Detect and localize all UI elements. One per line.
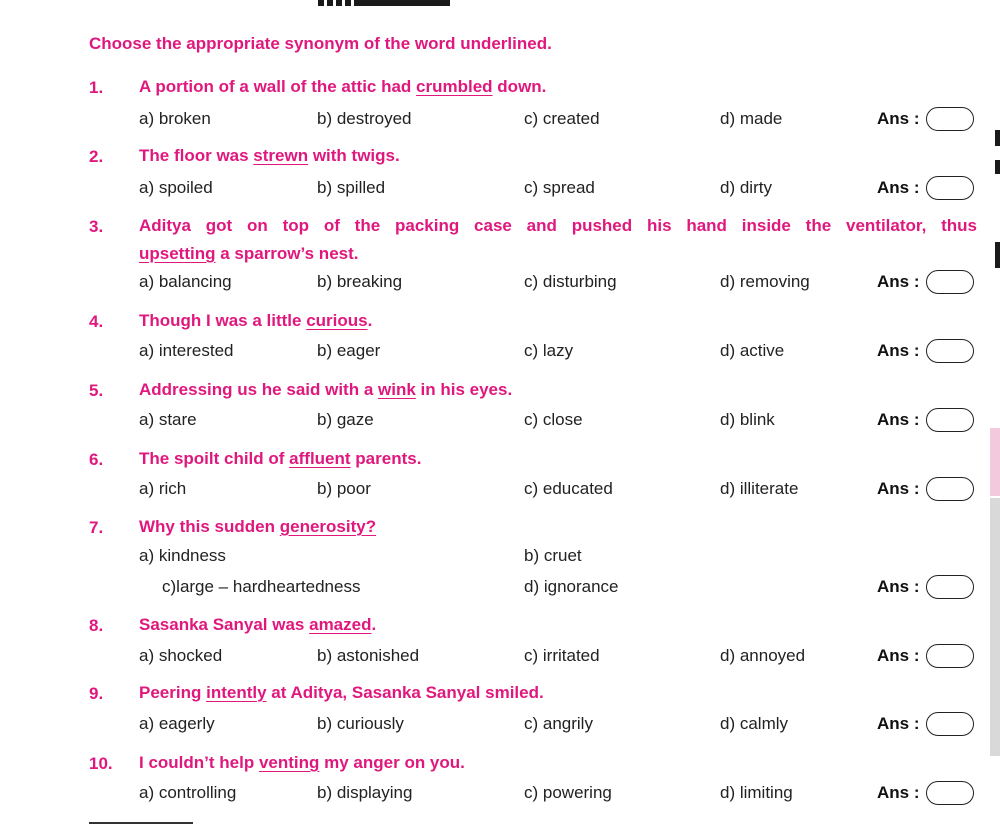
underlined-word: amazed [309, 615, 372, 634]
header-logo-fragment [318, 0, 450, 6]
option-d[interactable]: d) annoyed [720, 646, 806, 665]
option-c[interactable]: c) spread [524, 178, 595, 197]
answer-label: Ans : [877, 410, 920, 429]
option-d[interactable]: d) blink [720, 410, 775, 429]
question-number: 7. [89, 518, 104, 537]
answer-input[interactable] [926, 644, 974, 668]
underlined-word: curious [306, 311, 368, 330]
option-b[interactable]: b) spilled [317, 178, 386, 197]
answer-input[interactable] [926, 270, 974, 294]
question-text: A portion of a wall of the attic had crumbled down. [139, 77, 547, 96]
option-b[interactable]: b) astonished [317, 646, 420, 665]
option-b[interactable]: b) displaying [317, 783, 413, 802]
answer-input[interactable] [926, 781, 974, 805]
option-d[interactable]: d) calmly [720, 714, 789, 733]
option-b[interactable]: b) poor [317, 479, 371, 498]
underlined-word: intently [206, 683, 267, 702]
option-d[interactable]: d) removing [720, 272, 810, 291]
option-b[interactable]: b) destroyed [317, 109, 412, 128]
option-c[interactable]: c) lazy [524, 341, 574, 360]
option-d[interactable]: d) made [720, 109, 783, 128]
option-d[interactable]: d) limiting [720, 783, 793, 802]
option-a[interactable]: a) kindness [139, 546, 226, 565]
answer-input[interactable] [926, 107, 974, 131]
underlined-word: upsetting [139, 244, 216, 263]
option-b[interactable]: b) gaze [317, 410, 374, 429]
option-c[interactable]: c) irritated [524, 646, 600, 665]
answer-label: Ans : [877, 783, 920, 802]
question-number: 3. [89, 217, 104, 236]
option-a[interactable]: a) balancing [139, 272, 232, 291]
question-number: 9. [89, 684, 104, 703]
answer-label: Ans : [877, 272, 920, 291]
option-a[interactable]: a) controlling [139, 783, 237, 802]
question-number: 10. [89, 754, 113, 773]
answer-input[interactable] [926, 408, 974, 432]
option-b[interactable]: b) curiously [317, 714, 404, 733]
answer-input[interactable] [926, 339, 974, 363]
answer-label: Ans : [877, 479, 920, 498]
question-text: The floor was strewn with twigs. [139, 146, 400, 165]
question-text: I couldn’t help venting my anger on you. [139, 753, 465, 772]
question-number: 1. [89, 78, 104, 97]
question-number: 5. [89, 381, 104, 400]
answer-input[interactable] [926, 575, 974, 599]
underlined-word: generosity? [279, 517, 377, 536]
option-d[interactable]: d) dirty [720, 178, 772, 197]
answer-input[interactable] [926, 176, 974, 200]
page-edge-mark [995, 160, 1000, 174]
answer-label: Ans : [877, 341, 920, 360]
option-a[interactable]: a) stare [139, 410, 197, 429]
option-c[interactable]: c)large – hardheartedness [162, 577, 361, 596]
question-text-line-1: Aditya got on top of the packing case and pushed his hand inside the ventilator, thus [139, 216, 977, 235]
page-edge-shadow [990, 498, 1000, 756]
answer-input[interactable] [926, 477, 974, 501]
answer-label: Ans : [877, 714, 920, 733]
footer-divider [89, 822, 193, 824]
question-number: 4. [89, 312, 104, 331]
option-d[interactable]: d) illiterate [720, 479, 799, 498]
answer-label: Ans : [877, 577, 920, 596]
question-text: Though I was a little curious. [139, 311, 373, 330]
option-c[interactable]: c) powering [524, 783, 612, 802]
question-number: 8. [89, 616, 104, 635]
question-text: The spoilt child of affluent parents. [139, 449, 422, 468]
instruction-heading: Choose the appropriate synonym of the word underlined. [89, 34, 552, 53]
question-text: Sasanka Sanyal was amazed. [139, 615, 377, 634]
question-text-line-2: upsetting a sparrow’s nest. [139, 244, 359, 263]
option-b[interactable]: b) cruet [524, 546, 582, 565]
option-c[interactable]: c) educated [524, 479, 613, 498]
underlined-word: strewn [253, 146, 309, 165]
question-text: Addressing us he said with a wink in his eyes. [139, 380, 513, 399]
underlined-word: crumbled [416, 77, 493, 96]
option-d[interactable]: d) active [720, 341, 785, 360]
option-c[interactable]: c) created [524, 109, 600, 128]
answer-label: Ans : [877, 178, 920, 197]
option-a[interactable]: a) eagerly [139, 714, 215, 733]
page-edge-mark [995, 242, 1000, 268]
page-edge-mark [995, 130, 1000, 146]
underlined-word: venting [258, 753, 320, 772]
option-a[interactable]: a) spoiled [139, 178, 213, 197]
option-d[interactable]: d) ignorance [524, 577, 619, 596]
answer-label: Ans : [877, 109, 920, 128]
underlined-word: wink [378, 380, 416, 399]
underlined-word: affluent [289, 449, 351, 468]
option-b[interactable]: b) eager [317, 341, 381, 360]
option-a[interactable]: a) shocked [139, 646, 223, 665]
option-a[interactable]: a) rich [139, 479, 187, 498]
option-c[interactable]: c) angrily [524, 714, 593, 733]
answer-label: Ans : [877, 646, 920, 665]
option-c[interactable]: c) close [524, 410, 583, 429]
option-b[interactable]: b) breaking [317, 272, 403, 291]
option-a[interactable]: a) interested [139, 341, 234, 360]
option-a[interactable]: a) broken [139, 109, 211, 128]
question-text: Why this sudden generosity? [139, 517, 377, 536]
question-number: 2. [89, 147, 104, 166]
answer-input[interactable] [926, 712, 974, 736]
question-text: Peering intently at Aditya, Sasanka Sanyal smiled. [139, 683, 544, 702]
option-c[interactable]: c) disturbing [524, 272, 617, 291]
page-edge-tab [990, 428, 1000, 496]
question-number: 6. [89, 450, 104, 469]
